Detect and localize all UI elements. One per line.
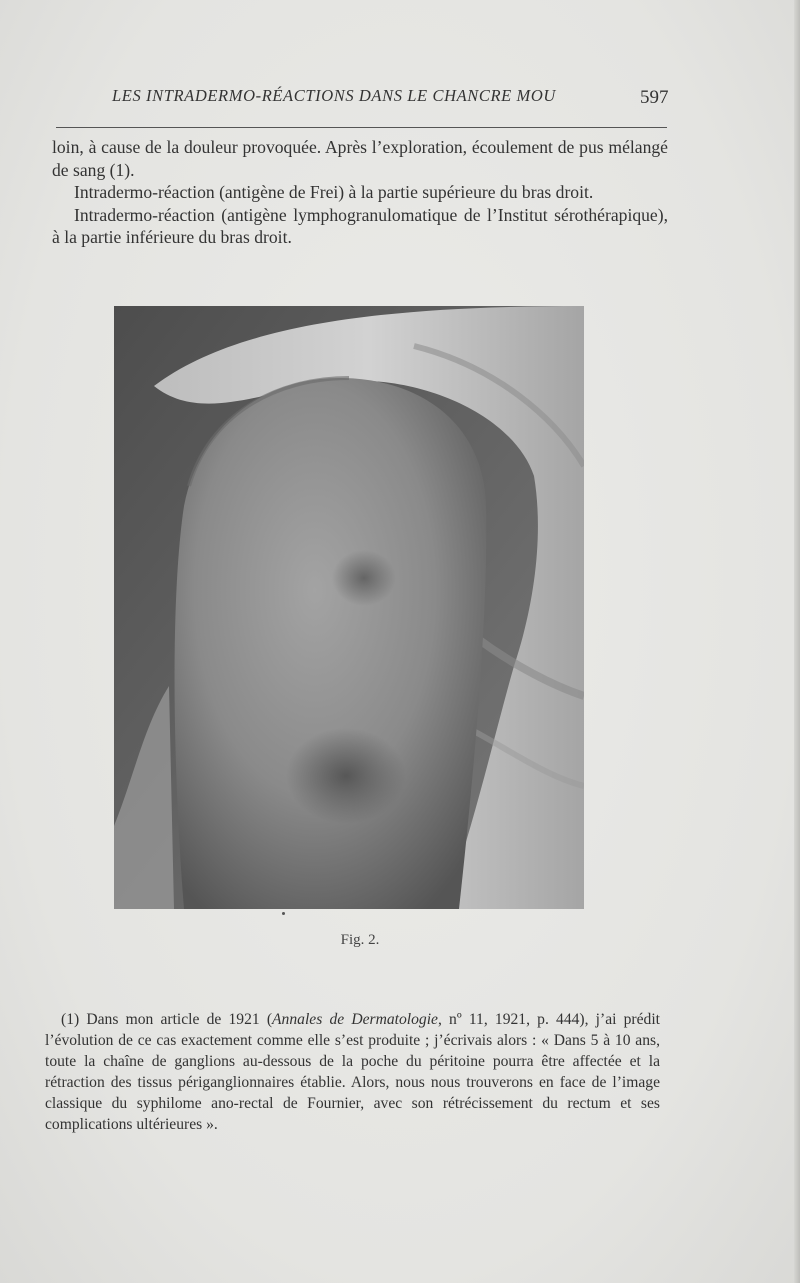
body-text bbox=[52, 136, 668, 249]
footnote-lead: (1) Dans mon article de 1921 ( bbox=[61, 1011, 273, 1028]
figure-caption: Fig. 2. bbox=[340, 932, 380, 948]
running-title: LES INTRADERMO-RÉACTIONS DANS LE CHANCRE MOU bbox=[112, 86, 556, 105]
footnote-rest: , nº 11, 1921, p. 444), j’ai prédit l’évolution de ce cas exactement comme elle s’est produite ; j’écrivais alors : « Dans 5 à 10 ans, toute la chaîne de ganglions au-dessous de la poche du péritoine pourra être affectée et la rétraction des tissus périganglionnaires établie. Alors, nous nous trouverons en face de l’image classique du syphilome ano-rectal de Fournier, avec son rétrécissement du rectum et ses complications ultérieures ». bbox=[45, 1011, 660, 1134]
figure-photograph-arm bbox=[114, 306, 584, 909]
footnote-journal-title: Annales de Dermatologie bbox=[272, 1011, 438, 1028]
body-paragraph: Intradermo-réaction (antigène de Frei) à la partie supérieure du bras droit. bbox=[74, 182, 594, 202]
header-rule bbox=[56, 127, 667, 128]
body-paragraph: loin, à cause de la douleur provoquée. Après l’exploration, écoulement de pus mélangé de sang (1). bbox=[52, 137, 668, 180]
figure-mark-dot bbox=[282, 912, 285, 915]
arm-photo-illustration bbox=[114, 306, 584, 909]
page-edge-shadow bbox=[794, 0, 800, 1283]
body-paragraph: Intradermo-réaction (antigène lymphogranulomatique de l’Institut sérothérapique), à la partie inférieure du bras droit. bbox=[52, 204, 668, 247]
page-number: 597 bbox=[640, 87, 669, 108]
footnote-paragraph bbox=[45, 1009, 660, 1136]
footnote bbox=[45, 1009, 660, 1136]
